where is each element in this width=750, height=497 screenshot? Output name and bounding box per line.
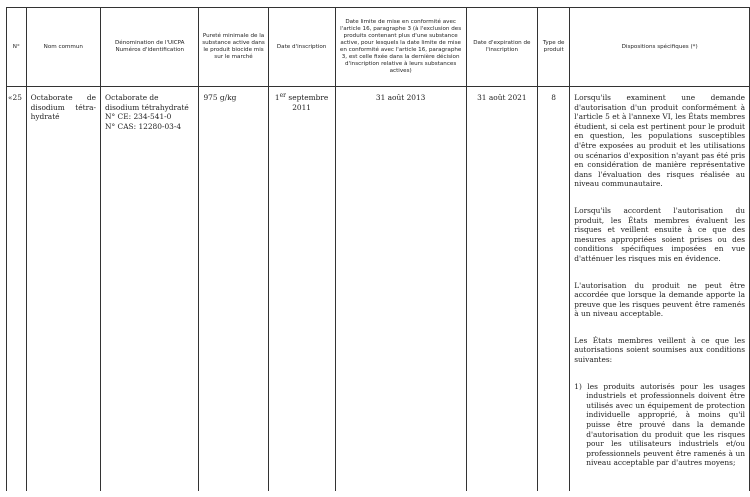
header-purete: Pureté minimale de la substance active dans le produit biocide mis sur le marché: [199, 8, 268, 87]
cell-nom-commun: [26, 87, 100, 492]
cell-no: [7, 87, 27, 492]
header-dispositions: Dispositions spécifiques (*): [570, 8, 750, 87]
substances-table: [6, 7, 750, 491]
purete-value: 975 g/kg: [203, 93, 237, 102]
header-date-inscription: Date d'inscription: [268, 8, 335, 87]
disposition-paragraph: Lorsqu'ils accordent l'autorisation du produit, les États membres évaluent les risques et veillent ensuite à ce que des mesures appropriées soient prises ou des conditions spécifiques imposées en vue d'atténuer les risques mis en évidence.: [574, 205, 745, 263]
nom-commun-text: Octaborate de disodium tétra-hydraté: [30, 93, 97, 122]
header-no: N°: [7, 8, 27, 87]
table-row: [7, 87, 750, 492]
disposition-paragraph: Les États membres veillent à ce que les autorisations soient soumises aux conditions suivantes:: [574, 335, 745, 365]
ec-number: N° CE: 234-541-0: [105, 112, 172, 122]
header-date-expiration: Date d'expiration de l'inscription: [466, 8, 537, 87]
disposition-paragraph: L'autorisation du produit ne peut être accordée que lorsque la demande apporte la preuve que les risques peuvent être ramenés à un niveau acceptable.: [574, 280, 745, 319]
disposition-paragraph: Lorsqu'ils examinent une demande d'autorisation d'un produit conformément à l'article 5 et à l'annexe VI, les États membres étudient, si cela est pertinent pour le produit en question, les populations susceptibles d'être exposées au produit et les utilisations ou scénarios d'exposition n'ayant pas été pris en considération de manière représentative dans l'évaluation des risques réalisée au niveau communautaire.: [574, 93, 745, 189]
cas-number: N° CAS: 12280-03-4: [105, 121, 182, 131]
cell-date-limite: [335, 87, 466, 492]
header-type-produit: Type de produit: [538, 8, 570, 87]
denomination-text: Octaborate de disodium tétrahydraté: [105, 93, 189, 112]
header-row: [7, 8, 750, 87]
header-date-limite: Date limite de mise en conformité avec l'article 16, paragraphe 3 (à l'exclusion des produits contenant plus d'une substance active, pour lesquels la date limite de mise en conformité avec l'article 16, paragraphe 3, est celle fixée dans la dernière décision d'inscription relative à leurs substances actives): [335, 8, 466, 87]
header-nom-commun: Nom commun: [26, 8, 100, 87]
type-produit-value: 8: [551, 93, 556, 102]
header-denomination: Dénomination de l'UICPA Numéros d'identification: [101, 8, 199, 87]
cell-date-inscription: [268, 87, 335, 492]
date-expiration-value: 31 août 2021: [477, 93, 527, 102]
disposition-list-item: 1) les produits autorisés pour les usages industriels et professionnels doivent être utilisés avec un équipement de protection individuelle approprié, à moins qu'il puisse être prouvé dans la demande d'autorisation du produit que les risques pour les utilisateurs industriels et/ou professionnels peuvent être ramenés à un niveau acceptable par d'autres moyens;: [574, 381, 745, 468]
cell-type-produit: [538, 87, 570, 492]
cell-date-expiration: [466, 87, 537, 492]
cell-dispositions: [570, 87, 750, 492]
cell-purete: [199, 87, 268, 492]
cell-denomination: [101, 87, 199, 492]
date-limite-value: 31 août 2013: [375, 93, 426, 102]
date-inscription-value: 1er septembre 2011: [274, 92, 329, 112]
row-number: «25: [8, 93, 22, 102]
